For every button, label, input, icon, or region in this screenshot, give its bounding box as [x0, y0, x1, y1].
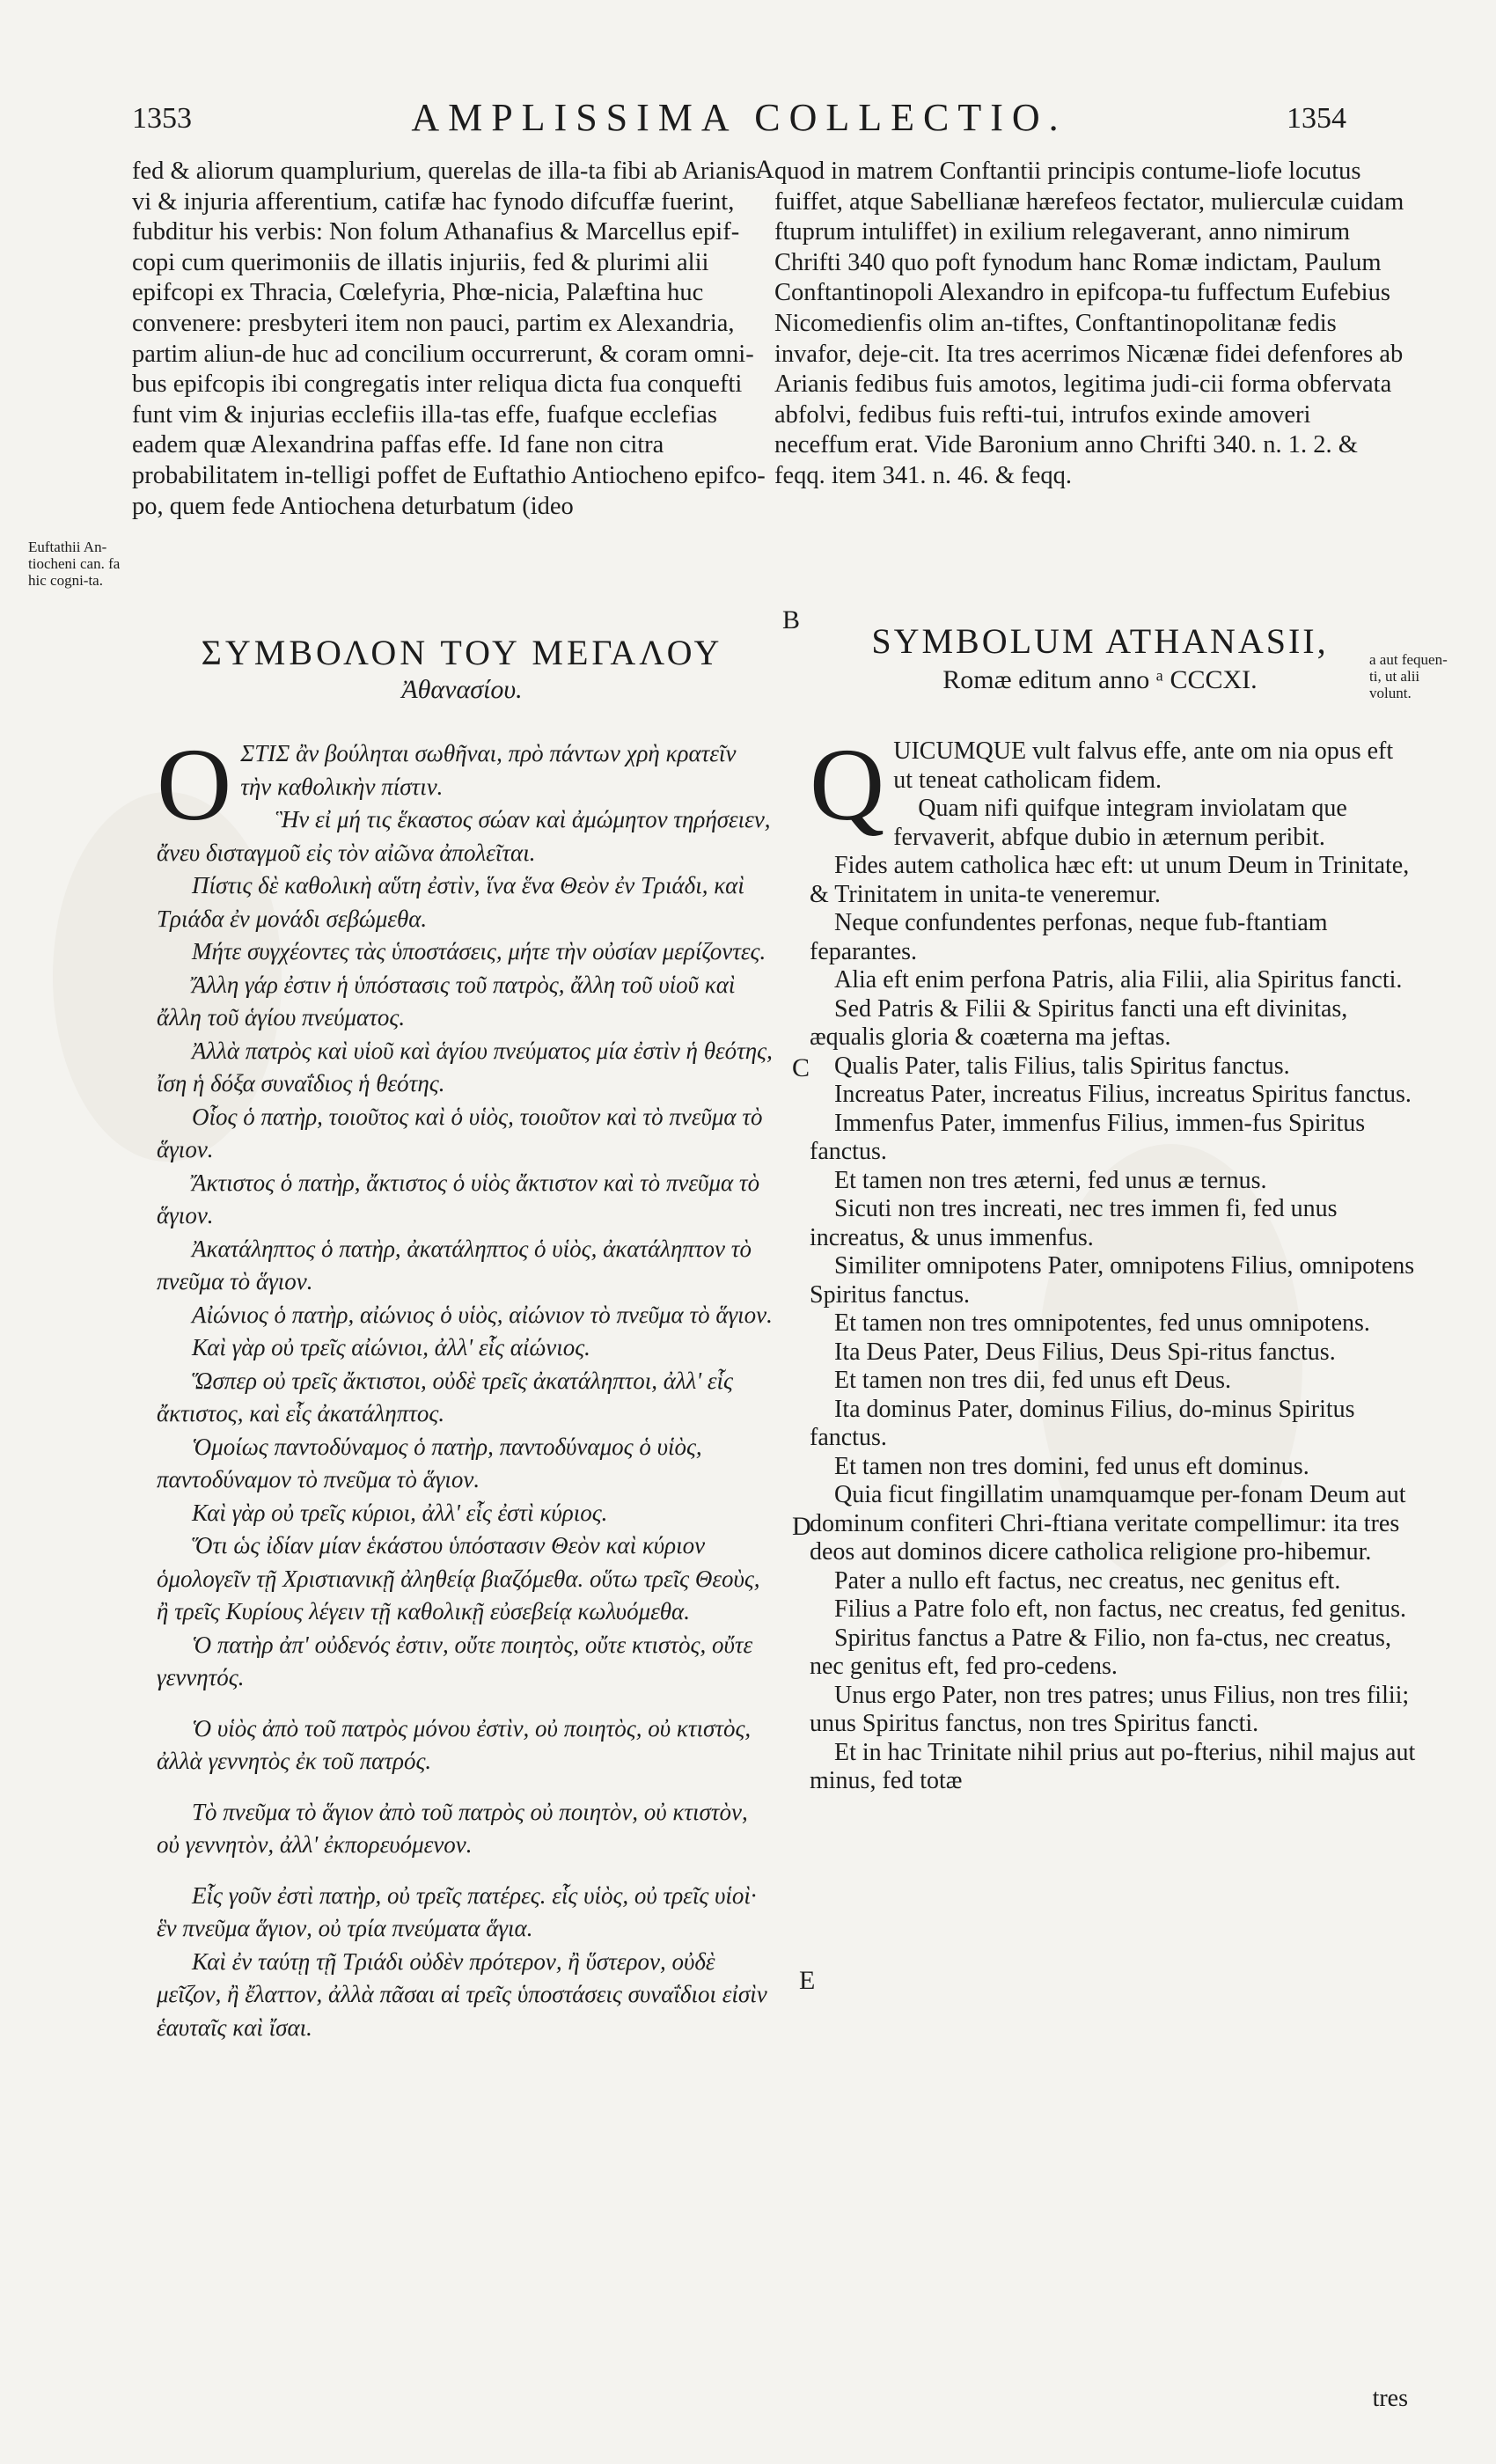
latin-paragraph: Qualis Pater, talis Filius, talis Spiritus fanctus.: [834, 1052, 1290, 1080]
catchword: tres: [1372, 2385, 1408, 2412]
latin-paragraph: Et tamen non tres æterni, fed unus æ ternus.: [834, 1166, 1267, 1194]
greek-paragraph: Ὁ πατὴρ ἀπ' οὐδενός ἐστιν, οὔτε ποιητὸς, οὔτε κτιστὸς, οὔτε γεννητός.: [157, 1631, 753, 1690]
latin-paragraph: Increatus Pater, increatus Filius, increatus Spiritus fanctus.: [834, 1081, 1412, 1108]
latin-paragraph: Pater a nullo eft factus, nec creatus, nec genitus eft.: [834, 1566, 1341, 1595]
greek-paragraph: Ἣν εἰ μή τις ἕκαστος σώαν καὶ ἀμώμητον τηρήσειεν, ἄνευ δισταγμοῦ εἰς τὸν αἰῶνα ἀπολεῖται.: [157, 806, 771, 866]
greek-paragraph: Οἷος ὁ πατὴρ, τοιοῦτος καὶ ὁ υἱὸς, τοιοῦτον καὶ τὸ πνεῦμα τὸ ἅγιον.: [157, 1103, 763, 1162]
left-column-text: fed & aliorum quamplurium, querelas de illa-ta fibi ab Arianis vi & injuria afferentium, catifæ hac fynodo difcuffæ fuerint, fubditur his verbis: Non folum Athanafius & Marcellus epif-copi cum querimoniis de illatis injuriis, fed & plurimi alii epifcopi ex Thracia, Cœlefyria, Phœ-nicia, Palæftina huc convenere: presbyteri item non pauci, partim ex Alexandria, partim aliun-de huc ad concilium occurrerunt, & coram omni-bus epifcopis ibi congregatis inter reliqua dicta fua conquefti funt vim & injurias ecclefiis illa-tas effe, fuafque ecclefias eadem quæ Alexandrina paffas effe. Id fane non citra probabilitatem in-telligi poffet de Euftathio Antiocheno epifco-po, quem fede Antiochena deturbatum (ideo: [132, 158, 766, 520]
greek-paragraph: Καὶ γὰρ οὐ τρεῖς αἰώνιοι, ἀλλ' εἷς αἰώνιος.: [192, 1334, 590, 1360]
latin-creed-text: [810, 727, 1417, 1796]
greek-paragraph: Ἄκτιστος ὁ πατὴρ, ἄκτιστος ὁ υἱὸς ἄκτιστον καὶ τὸ πνεῦμα τὸ ἅγιον.: [157, 1169, 760, 1228]
greek-heading-title: ΣΥΜΒΟΛΟΝ ΤΟΥ ΜΕΓΑΛΟΥ: [201, 633, 723, 672]
greek-paragraph: Ὅτι ὡς ἰδίαν μίαν ἑκάστου ὑπόστασιν Θεὸν καὶ κύριον ὁμολογεῖν τῇ Χριστιανικῇ ἀληθείᾳ βιαζόμεθα. οὕτω τρεῖς Θεοὺς, ἢ τρεῖς Κυρίους λέγειν τῇ καθολικῇ εὐσεβείᾳ κωλυόμεθα.: [157, 1532, 760, 1624]
running-title: AMPLISSIMA COLLECTIO.: [411, 96, 1067, 139]
latin-paragraph: Et tamen non tres omnipotentes, fed unus omnipotens.: [834, 1309, 1370, 1337]
section-marker-e: E: [799, 1966, 816, 1995]
left-page-number: 1353: [132, 102, 192, 135]
greek-paragraph: Ἄλλη γάρ ἐστιν ἡ ὑπόστασις τοῦ πατρὸς, ἄλλη τοῦ υἱοῦ καὶ ἄλλη τοῦ ἁγίου πνεύματος.: [157, 971, 736, 1030]
greek-paragraph: Ὥσπερ οὐ τρεῖς ἄκτιστοι, οὐδὲ τρεῖς ἀκατάληπτοι, ἀλλ' εἷς ἄκτιστος, καὶ εἷς ἀκατάληπτος.: [157, 1367, 733, 1426]
greek-paragraph: Καὶ γὰρ οὐ τρεῖς κύριοι, ἀλλ' εἷς ἐστὶ κύριος.: [192, 1499, 608, 1526]
latin-paragraph: Immenfus Pater, immenfus Filius, immen-fus Spiritus fanctus.: [810, 1109, 1366, 1165]
greek-paragraph: Ἀκατάληπτος ὁ πατὴρ, ἀκατάληπτος ὁ υἱὸς, ἀκατάληπτον τὸ πνεῦμα τὸ ἅγιον.: [157, 1235, 752, 1294]
greek-paragraph: Τὸ πνεῦμα τὸ ἅγιον ἀπὸ τοῦ πατρὸς οὐ ποιητὸν, οὐ κτιστὸν, οὐ γεννητὸν, ἀλλ' ἐκπορευόμενον.: [157, 1798, 748, 1858]
latin-paragraph: Sed Patris & Filii & Spiritus fancti una eft divinitas, æqualis gloria & coæterna ma jeftas.: [810, 994, 1348, 1051]
latin-paragraph: Ita dominus Pater, dominus Filius, do-minus Spiritus fanctus.: [810, 1395, 1355, 1451]
latin-paragraph: Fides autem catholica hæc eft: ut unum Deum in Trinitate, & Trinitatem in unita-te veneremur.: [810, 852, 1410, 908]
page-header: [132, 95, 1346, 148]
greek-paragraph: Μήτε συγχέοντες τὰς ὑποστάσεις, μήτε τὴν οὐσίαν μερίζοντες.: [192, 938, 766, 964]
latin-paragraph: Alia eft enim perfona Patris, alia Filii, alia Spiritus fancti.: [834, 966, 1403, 994]
greek-paragraph-first-line: ΣΤΙΣ ἂν βούληται σωθῆναι, πρὸ πάντων χρὴ κρατεῖν τὴν καθολικὴν πίστιν.: [240, 740, 737, 800]
latin-paragraph: Spiritus fanctus a Patre & Filio, non fa-ctus, nec creatus, nec genitus eft, fed pro-cedens.: [810, 1624, 1391, 1680]
greek-heading: [141, 632, 783, 705]
greek-paragraph: Εἷς γοῦν ἐστὶ πατὴρ, οὐ τρεῖς πατέρες. εἷς υἱὸς, οὐ τρεῖς υἱοὶ· ἓν πνεῦμα ἅγιον, οὐ τρία πνεύματα ἅγια.: [157, 1881, 757, 1941]
latin-heading: [796, 620, 1404, 695]
latin-dropcap: Q: [810, 727, 885, 842]
margin-note-right: a aut fequen-ti, ut alii volunt.: [1369, 651, 1448, 701]
latin-paragraph: Neque confundentes perfonas, neque fub-ftantiam feparantes.: [810, 909, 1328, 965]
right-page-number: 1354: [1287, 102, 1346, 135]
right-column-text: quod in matrem Conftantii principis contume-liofe locutus fuiffet, atque Sabellianæ hærefeos fectator, mulierculæ cuidam ftuprum intuliffet) in exilium relegaverant, anno nimirum Chrifti 340 quo poft fynodum hanc Romæ indictam, Paulum Conftantinopoli Alexandro in epifcopa-tu fuffectum Eufebius Nicomedienfis olim an-tiftes, Conftantinopolitanæ fedis invafor, deje-cit. Ita tres acerrimos Nicænæ fidei defenfores ab Arianis fedibus fuis amotos, legitima judi-cii forma obfervata abfolvi, fedibus fuis refti-tui, intrufos exinde amoveri neceffum erat. Vide Baronium anno Chrifti 340. n. 1. 2. & feqq. item 341. n. 46. & feqq.: [774, 158, 1404, 489]
paragraph-gap: [157, 1862, 773, 1880]
latin-paragraph: Ita Deus Pater, Deus Filius, Deus Spi-ritus fanctus.: [834, 1338, 1336, 1366]
greek-paragraph: Αἰώνιος ὁ πατὴρ, αἰώνιος ὁ υἱὸς, αἰώνιον τὸ πνεῦμα τὸ ἅγιον.: [192, 1301, 773, 1328]
latin-paragraph: Unus ergo Pater, non tres patres; unus Filius, non tres filii; unus Spiritus fanctus, non tres Spiritus fancti.: [810, 1681, 1410, 1737]
section-marker-d: D: [792, 1512, 811, 1541]
greek-heading-subtitle: Ἀθανασίου.: [401, 675, 523, 704]
margin-note-left: Euftathii An-tiocheni can. fa hic cogni-ta.: [28, 539, 121, 589]
latin-paragraph: Quia ficut fingillatim unamquamque per-fonam Deum aut dominum confiteri Chri-ftiana veritate compellimur: ita tres deos aut dominos dicere catholica religione pro-hibemur.: [810, 1481, 1406, 1566]
section-marker-b: B: [782, 605, 801, 634]
greek-paragraph: Ὁμοίως παντοδύναμος ὁ πατὴρ, παντοδύναμος ὁ υἱὸς, παντοδύναμον τὸ πνεῦμα τὸ ἅγιον.: [157, 1433, 702, 1492]
greek-dropcap: O: [157, 727, 232, 842]
paragraph-gap: [157, 1695, 773, 1712]
section-marker-a: A: [755, 155, 774, 184]
greek-paragraph: Ἀλλὰ πατρὸς καὶ υἱοῦ καὶ ἁγίου πνεύματος μία ἐστὶν ἡ θεότης, ἴση ἡ δόξα συναΐδιος ἡ θεότης.: [157, 1037, 773, 1096]
latin-paragraph: Quam nifi quifque integram inviolatam que fervaverit, abfque dubio in æternum peribit.: [893, 795, 1347, 851]
latin-paragraph: Similiter omnipotens Pater, omnipotens Filius, omnipotens Spiritus fanctus.: [810, 1252, 1415, 1309]
greek-paragraph: Ὁ υἱὸς ἀπὸ τοῦ πατρὸς μόνου ἐστὶν, οὐ ποιητὸς, οὐ κτιστὸς, ἀλλὰ γεννητὸς ἐκ τοῦ πατρός.: [157, 1714, 752, 1774]
latin-heading-title: SYMBOLUM ATHANASII,: [871, 621, 1329, 661]
paragraph-gap: [157, 1778, 773, 1796]
greek-paragraph: Πίστις δὲ καθολικὴ αὕτη ἐστὶν, ἵνα ἕνα Θεὸν ἐν Τριάδι, καὶ Τριάδα ἐν μονάδι σεβώμεθα.: [157, 872, 744, 932]
latin-paragraph: Et tamen non tres dii, fed unus eft Deus.: [834, 1367, 1232, 1394]
section-marker-c: C: [792, 1053, 810, 1082]
latin-paragraph: Et tamen non tres domini, fed unus eft dominus.: [834, 1452, 1309, 1480]
latin-paragraph: Sicuti non tres increati, nec tres immen fi, fed unus increatus, & unus immenfus.: [810, 1195, 1338, 1251]
greek-creed-text: [157, 727, 773, 2044]
latin-paragraph-first-line: UICUMQUE vult falvus effe, ante om nia opus eft ut teneat catholicam fidem.: [893, 737, 1394, 794]
greek-paragraph: Καὶ ἐν ταύτῃ τῇ Τριάδι οὐδὲν πρότερον, ἢ ὕστερον, οὐδὲ μεῖζον, ἢ ἔλαττον, ἀλλὰ πᾶσαι αἱ τρεῖς ὑποστάσεις συναΐδιοι εἰσὶν ἑαυταῖς καὶ ἴσαι.: [157, 1947, 767, 2041]
latin-paragraph: Filius a Patre folo eft, non factus, nec creatus, fed genitus.: [834, 1595, 1407, 1623]
latin-paragraph: Et in hac Trinitate nihil prius aut po-fterius, nihil majus aut minus, fed totæ: [810, 1738, 1416, 1794]
latin-heading-subtitle: Romæ editum anno ᵃ CCCXI.: [942, 665, 1258, 694]
